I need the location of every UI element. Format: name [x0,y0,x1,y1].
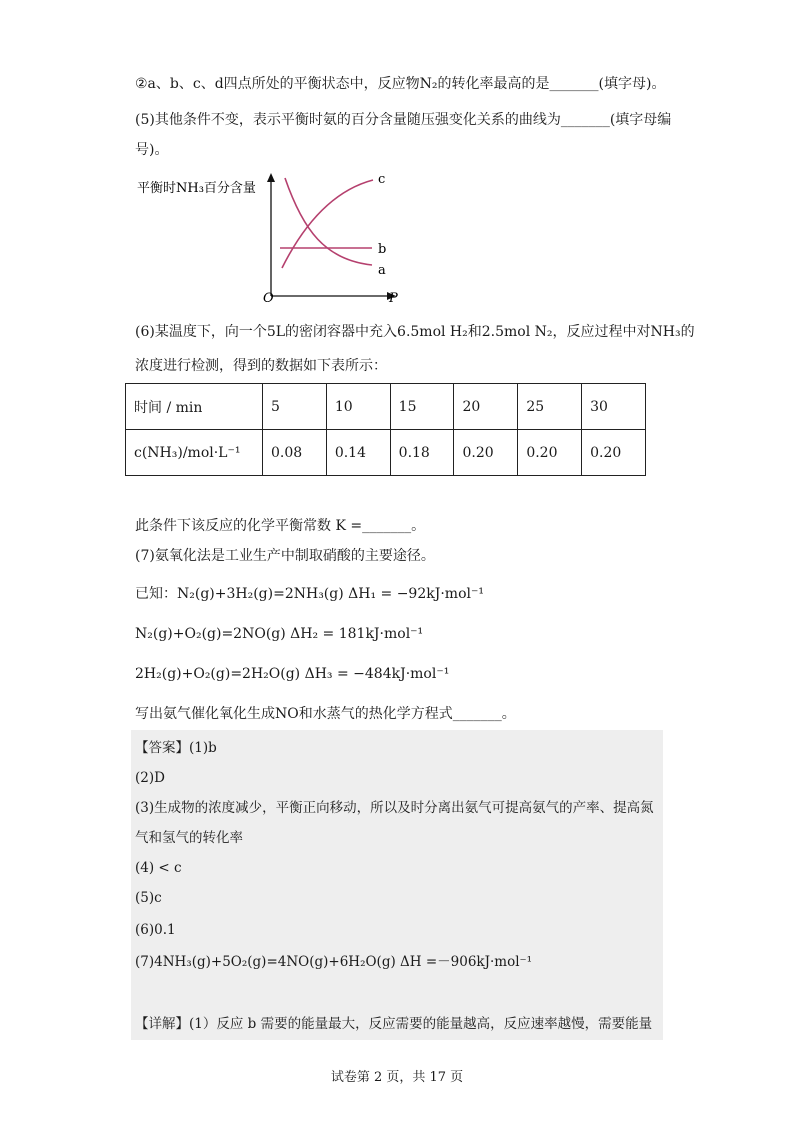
answer-3-line-1: (3)生成物的浓度减少，平衡正向移动，所以及时分离出氨气可提高氨气的产率、提高氮 [135,800,654,816]
table-cell: 25 [518,384,582,430]
equation-1: 已知：N₂(g)+3H₂(g)=2NH₃(g) ΔH₁ = −92kJ·mol⁻¹ [135,586,484,602]
table-cell: 0.18 [390,430,454,476]
origin-label: O [263,291,274,306]
table-cell: 0.08 [263,430,327,476]
table-header-time: 时间 / min [126,384,263,430]
answer-6: (6)0.1 [135,922,176,938]
y-axis-arrow [267,173,275,182]
curve-c [282,180,373,268]
answer-2: (2)D [135,770,165,786]
question-6-line-1: (6)某温度下，向一个5L的密闭容器中充入6.5mol H₂和2.5mol N₂，反应过程中对NH₃的 [135,324,695,340]
answer-detail: 【详解】(1）反应 b 需要的能量最大，反应需要的能量越高，反应速率越慢，需要能量 [135,1016,653,1032]
curve-a [285,178,372,265]
table-cell: 5 [263,384,327,430]
pressure-axis-label: P [389,291,398,306]
page-footer: 试卷第 2 页，共 17 页 [330,1070,464,1085]
answer-5: (5)c [135,890,162,906]
graph-ylabel: 平衡时NH₃百分含量 [137,181,256,196]
answer-1: 【答案】(1)b [135,740,217,756]
question-5-line-1: (5)其他条件不变，表示平衡时氨的百分含量随压强变化关系的曲线为_______(填字母编 [135,112,672,128]
table-cell: 30 [582,384,646,430]
question-7-intro: (7)氨氧化法是工业生产中制取硝酸的主要途径。 [135,548,435,564]
answer-7: (7)4NH₃(g)+5O₂(g)=4NO(g)+6H₂O(g) ΔH =－906kJ·mol⁻¹ [135,954,533,970]
table-cell: 20 [454,384,518,430]
concentration-table [125,383,646,476]
table-cell: 0.20 [582,430,646,476]
nh3-percentage-graph [135,170,398,306]
table-header-concentration: c(NH₃)/mol·L⁻¹ [126,430,263,476]
question-6-line-2: 浓度进行检测，得到的数据如下表所示： [135,358,387,374]
table-cell: 0.14 [326,430,390,476]
question-4-part-2: ②a、b、c、d四点所处的平衡状态中，反应物N₂的转化率最高的是_______(填字母)。 [135,76,666,92]
curve-b-label: b [378,242,387,257]
question-5-line-2: 号)。 [135,142,169,158]
table-cell: 0.20 [518,430,582,476]
question-7-ask: 写出氨气催化氧化生成NO和水蒸气的热化学方程式_______。 [135,706,516,722]
answer-3-line-2: 气和氢气的转化率 [135,830,243,846]
table-cell: 15 [390,384,454,430]
table-row [126,384,646,430]
table-row [126,430,646,476]
curve-a-label: a [378,263,386,278]
equation-2: N₂(g)+O₂(g)=2NO(g) ΔH₂ = 181kJ·mol⁻¹ [135,626,424,642]
table-cell: 0.20 [454,430,518,476]
equation-3: 2H₂(g)+O₂(g)=2H₂O(g) ΔH₃ = −484kJ·mol⁻¹ [135,666,450,682]
table-cell: 10 [326,384,390,430]
question-6-k: 此条件下该反应的化学平衡常数 K =_______。 [135,518,426,534]
curve-c-label: c [378,172,386,187]
answer-box [131,730,663,1040]
answer-4: (4) < c [135,860,182,876]
